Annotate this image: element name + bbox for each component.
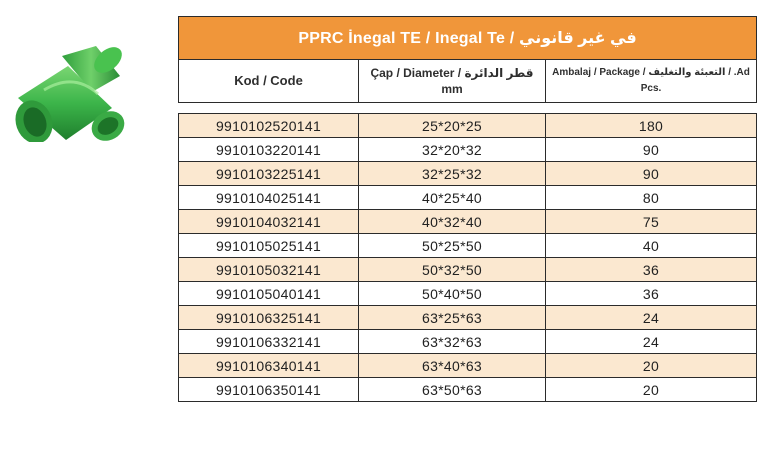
cell-diameter: 40*25*40 xyxy=(359,186,546,210)
header-code: Kod / Code xyxy=(179,60,359,103)
cell-diameter: 63*50*63 xyxy=(359,378,546,402)
cell-code: 9910105025141 xyxy=(179,234,359,258)
cell-diameter: 32*25*32 xyxy=(359,162,546,186)
cell-code: 9910106350141 xyxy=(179,378,359,402)
cell-package: 180 xyxy=(546,114,757,138)
cell-code: 9910102520141 xyxy=(179,114,359,138)
table-header-row xyxy=(179,60,757,103)
cell-package: 80 xyxy=(546,186,757,210)
cell-diameter: 63*40*63 xyxy=(359,354,546,378)
cell-code: 9910104032141 xyxy=(179,210,359,234)
table-row xyxy=(179,210,757,234)
cell-diameter: 50*32*50 xyxy=(359,258,546,282)
cell-package: 20 xyxy=(546,378,757,402)
header-diameter-line2: mm xyxy=(441,82,463,96)
header-package-line1: Ambalaj / Package / التعبئة والتغليف / .Ad xyxy=(552,67,750,78)
cell-package: 36 xyxy=(546,282,757,306)
table-row xyxy=(179,234,757,258)
cell-diameter: 32*20*32 xyxy=(359,138,546,162)
cell-diameter: 63*25*63 xyxy=(359,306,546,330)
header-diameter-line1: Çap / Diameter / قطر الدائرة xyxy=(370,66,534,80)
product-table xyxy=(178,16,757,402)
cell-package: 24 xyxy=(546,306,757,330)
table-row xyxy=(179,138,757,162)
cell-code: 9910105032141 xyxy=(179,258,359,282)
cell-code: 9910105040141 xyxy=(179,282,359,306)
table-row xyxy=(179,330,757,354)
table-title: PPRC İnegal TE / Inegal Te / في غير قانوني xyxy=(179,17,757,60)
cell-diameter: 40*32*40 xyxy=(359,210,546,234)
cell-diameter: 50*40*50 xyxy=(359,282,546,306)
table-row xyxy=(179,354,757,378)
header-package-line2: Pcs. xyxy=(640,83,662,94)
cell-diameter: 50*25*50 xyxy=(359,234,546,258)
cell-code: 9910104025141 xyxy=(179,186,359,210)
cell-code: 9910106325141 xyxy=(179,306,359,330)
header-gap xyxy=(179,103,757,114)
table-row xyxy=(179,186,757,210)
cell-package: 20 xyxy=(546,354,757,378)
table-row xyxy=(179,378,757,402)
cell-code: 9910106340141 xyxy=(179,354,359,378)
cell-package: 90 xyxy=(546,138,757,162)
cell-package: 75 xyxy=(546,210,757,234)
table-row xyxy=(179,114,757,138)
cell-package: 90 xyxy=(546,162,757,186)
table-row xyxy=(179,306,757,330)
product-table-wrapper xyxy=(178,16,756,402)
cell-package: 36 xyxy=(546,258,757,282)
table-row xyxy=(179,282,757,306)
cell-code: 9910103225141 xyxy=(179,162,359,186)
cell-code: 9910103220141 xyxy=(179,138,359,162)
header-diameter xyxy=(359,60,546,103)
cell-diameter: 25*20*25 xyxy=(359,114,546,138)
cell-code: 9910106332141 xyxy=(179,330,359,354)
header-package xyxy=(546,60,757,103)
cell-diameter: 63*32*63 xyxy=(359,330,546,354)
cell-package: 40 xyxy=(546,234,757,258)
table-row xyxy=(179,258,757,282)
pprc-tee-fitting-icon xyxy=(4,42,132,142)
table-body xyxy=(179,114,757,402)
cell-package: 24 xyxy=(546,330,757,354)
table-row xyxy=(179,162,757,186)
